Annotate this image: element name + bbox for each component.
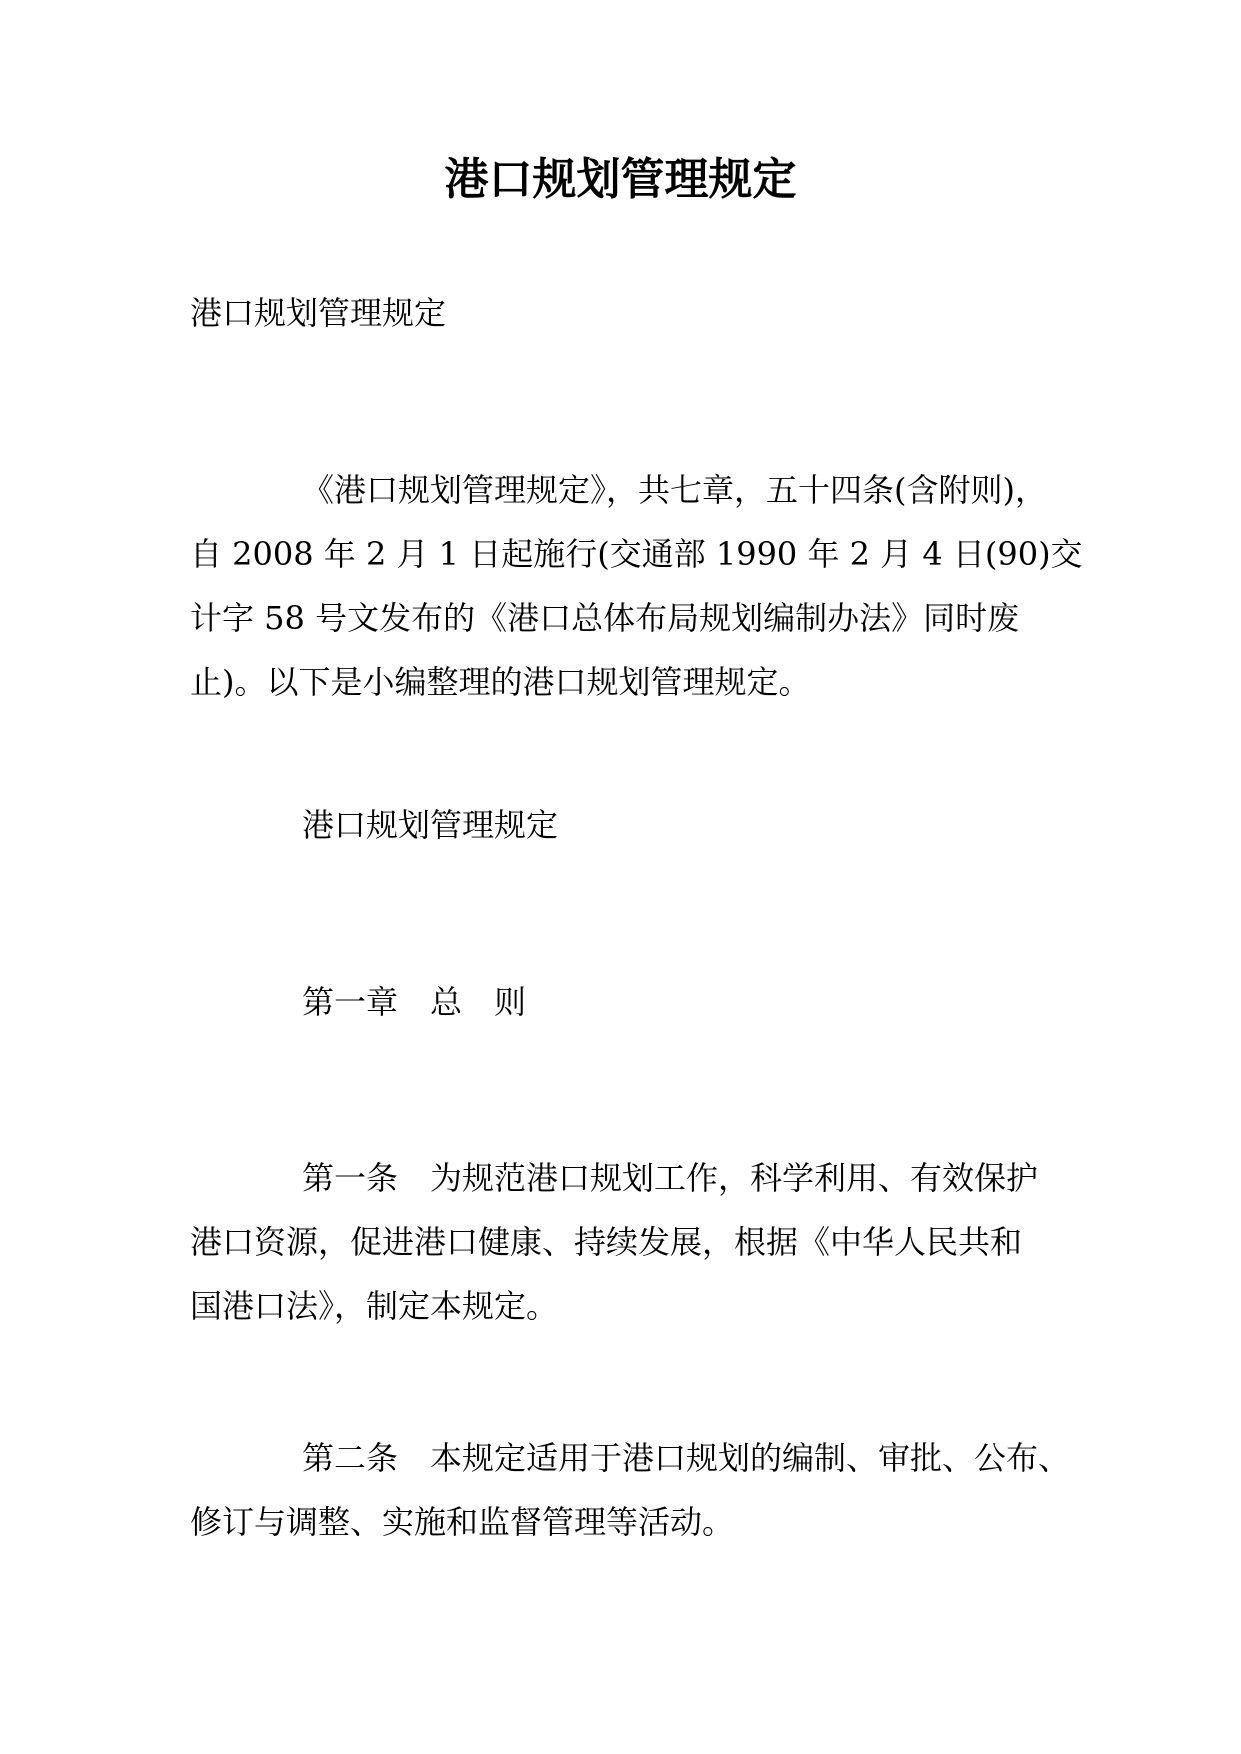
intro-line: 自 2008 年 2 月 1 日起施行(交通部 1990 年 2 月 4 日(90)交 [190, 535, 1083, 573]
section-heading-text: 港口规划管理规定 [302, 806, 559, 844]
intro-line: 计字 58 号文发布的《港口总体布局规划编制办法》同时废 [190, 599, 1020, 637]
document-title: 港口规划管理规定 [444, 154, 797, 205]
subtitle-text: 港口规划管理规定 [190, 294, 447, 332]
article-line: 第一条 为规范港口规划工作，科学利用、有效保护 [302, 1159, 1039, 1197]
intro-line: 止)。以下是小编整理的港口规划管理规定。 [190, 663, 811, 701]
chapter-heading-text: 第一章 总 则 [302, 983, 527, 1021]
article-line: 国港口法》，制定本规定。 [190, 1287, 559, 1325]
article-line: 修订与调整、实施和监督管理等活动。 [190, 1503, 735, 1541]
article-2 [190, 1428, 1071, 1552]
article-line: 第二条 本规定适用于港口规划的编制、审批、公布、 [302, 1439, 1071, 1477]
chapter-heading [190, 972, 1060, 1032]
section-heading [190, 795, 1060, 855]
intro-line: 《港口规划管理规定》，共七章，五十四条(含附则)， [302, 471, 1047, 509]
document-subtitle [190, 283, 1060, 343]
article-1 [190, 1148, 1060, 1336]
article-line: 港口资源，促进港口健康、持续发展，根据《中华人民共和 [190, 1223, 1023, 1261]
intro-paragraph [190, 460, 1083, 712]
